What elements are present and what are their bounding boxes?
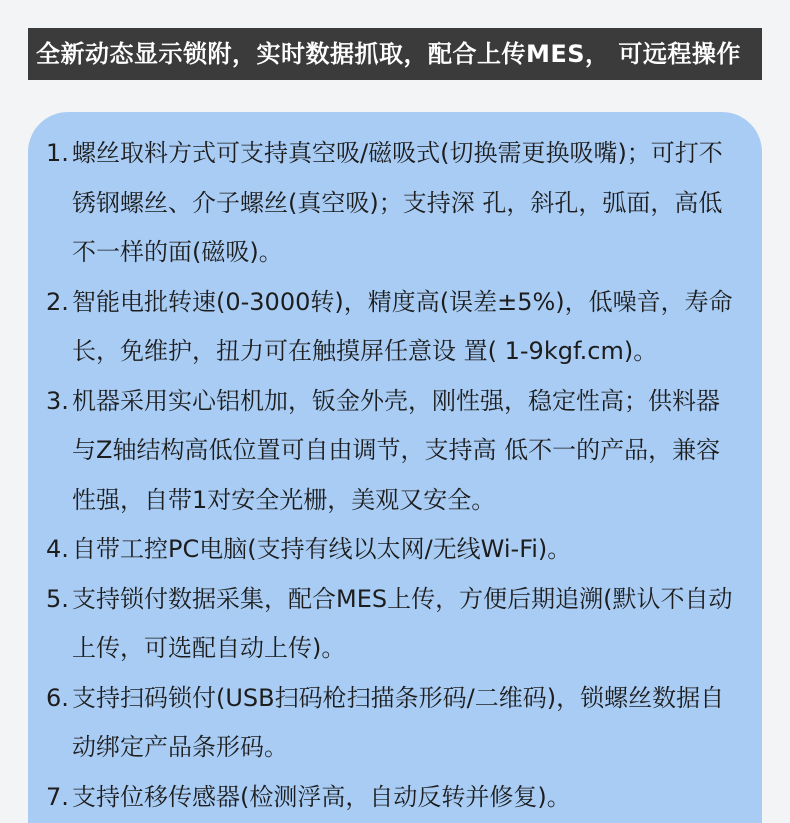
headline-banner: [28, 28, 762, 80]
feature-text: [72, 278, 762, 377]
feature-line: 支持锁付数据采集，配合MES上传，方便后期追溯(默认不自动: [72, 584, 733, 613]
feature-text: [72, 377, 762, 526]
feature-list: [28, 112, 762, 822]
feature-line: 支持扫码锁付(USB扫码枪扫描条形码/二维码)，锁螺丝数据自: [72, 683, 725, 712]
feature-item-4: [46, 525, 762, 575]
feature-number: 6.: [46, 683, 69, 712]
feature-line: 与Z轴结构高低位置可自由调节，支持高 低不一的产品，兼容: [72, 436, 721, 464]
feature-line: 上传，可选配自动上传)。: [72, 634, 346, 662]
feature-item-1: [46, 129, 762, 278]
feature-number: 7.: [46, 782, 69, 811]
feature-line: 支持位移传感器(检测浮高，自动反转并修复)。: [72, 782, 571, 811]
feature-text: [72, 129, 762, 278]
feature-line: 动绑定产品条形码。: [72, 733, 288, 761]
feature-line: 自带工控PC电脑(支持有线以太网/无线Wi-Fi)。: [72, 535, 572, 563]
feature-line: 机器采用实心铝机加，钣金外壳，刚性强，稳定性高；供料器: [72, 386, 720, 415]
feature-number: 1.: [46, 139, 69, 167]
feature-number: 5.: [46, 584, 69, 613]
feature-item-7: [46, 773, 762, 823]
feature-text: [72, 575, 762, 674]
feature-line: 锈钢螺丝、介子螺丝(真空吸)；支持深 孔，斜孔，弧面，高低: [72, 188, 723, 217]
feature-line: 智能电批转速(0-3000转)，精度高(误差±5%)，低噪音，寿命: [72, 287, 733, 316]
feature-item-5: [46, 575, 762, 674]
feature-text: [72, 674, 762, 773]
feature-item-3: [46, 377, 762, 526]
headline-text: 全新动态显示锁附，实时数据抓取，配合上传MES， 可远程操作: [36, 40, 741, 68]
feature-text: [72, 525, 762, 575]
feature-line: 长，免维护，扭力可在触摸屏任意设 置( 1-9kgf.cm)。: [72, 337, 658, 365]
feature-line: 不一样的面(磁吸)。: [72, 238, 283, 266]
feature-text: [72, 773, 762, 823]
feature-line: 性强，自带1对安全光栅，美观又安全。: [72, 485, 496, 514]
feature-item-6: [46, 674, 762, 773]
feature-panel: [28, 112, 762, 823]
feature-line: 螺丝取料方式可支持真空吸/磁吸式(切换需更换吸嘴)；可打不: [72, 139, 723, 167]
feature-number: 4.: [46, 535, 69, 563]
feature-number: 3.: [46, 386, 69, 415]
feature-number: 2.: [46, 287, 69, 316]
feature-item-2: [46, 278, 762, 377]
